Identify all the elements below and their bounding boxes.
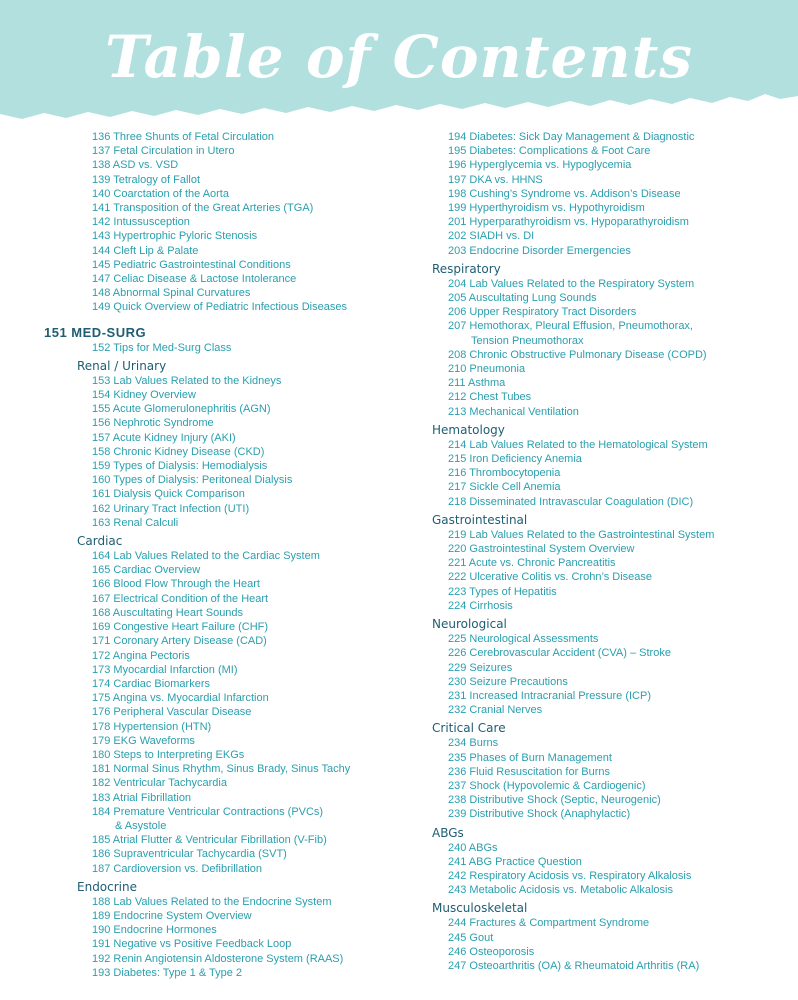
toc-entry[interactable]: 166 Blood Flow Through the Heart bbox=[92, 578, 260, 591]
toc-entry[interactable]: 142 Intussusception bbox=[92, 216, 190, 229]
toc-entry[interactable]: 205 Auscultating Lung Sounds bbox=[448, 292, 597, 305]
toc-entry[interactable]: 247 Osteoarthritis (OA) & Rheumatoid Arthritis (RA) bbox=[448, 959, 700, 972]
toc-entry[interactable]: 163 Renal Calculi bbox=[92, 516, 179, 529]
toc-entry[interactable]: 161 Dialysis Quick Comparison bbox=[92, 488, 245, 501]
toc-entry[interactable]: 203 Endocrine Disorder Emergencies bbox=[448, 244, 631, 257]
toc-entry[interactable]: 214 Lab Values Related to the Hematological System bbox=[448, 438, 708, 451]
toc-entry[interactable]: 212 Chest Tubes bbox=[448, 391, 532, 404]
toc-entry[interactable]: 240 ABGs bbox=[448, 841, 498, 854]
toc-entry[interactable]: 147 Celiac Disease & Lactose Intolerance bbox=[92, 273, 297, 286]
subsection-heading-neurological: Neurological bbox=[432, 617, 507, 632]
subsection-heading-gastrointestinal: Gastrointestinal bbox=[432, 512, 528, 527]
toc-entry[interactable]: 220 Gastrointestinal System Overview bbox=[448, 543, 635, 556]
subsection-heading-musculoskeletal: Musculoskeletal bbox=[432, 901, 528, 916]
toc-entry[interactable]: 217 Sickle Cell Anemia bbox=[448, 481, 561, 494]
toc-entry[interactable]: 218 Disseminated Intravascular Coagulation (DIC) bbox=[448, 495, 694, 508]
toc-entry[interactable]: 237 Shock (Hypovolemic & Cardiogenic) bbox=[448, 779, 646, 792]
toc-entry[interactable]: 188 Lab Values Related to the Endocrine System bbox=[92, 895, 332, 908]
toc-entry[interactable]: 219 Lab Values Related to the Gastrointestinal System bbox=[448, 528, 715, 541]
toc-entry[interactable]: 174 Cardiac Biomarkers bbox=[92, 677, 210, 690]
toc-entry-continuation[interactable]: Tension Pneumothorax bbox=[471, 334, 584, 347]
toc-entry[interactable]: 207 Hemothorax, Pleural Effusion, Pneumothorax, bbox=[448, 320, 693, 333]
toc-entry[interactable]: 175 Angina vs. Myocardial Infarction bbox=[92, 692, 269, 705]
toc-entry[interactable]: 244 Fractures & Compartment Syndrome bbox=[448, 917, 650, 930]
toc-entry[interactable]: 211 Asthma bbox=[448, 377, 506, 390]
toc-entry[interactable]: 241 ABG Practice Question bbox=[448, 855, 582, 868]
toc-entry[interactable]: 171 Coronary Artery Disease (CAD) bbox=[92, 635, 267, 648]
toc-entry[interactable]: 201 Hyperparathyroidism vs. Hypoparathyroidism bbox=[448, 216, 689, 229]
toc-entry[interactable]: 224 Cirrhosis bbox=[448, 599, 513, 612]
toc-column-left bbox=[44, 130, 414, 980]
toc-entry[interactable]: 176 Peripheral Vascular Disease bbox=[92, 706, 252, 719]
toc-entry[interactable]: 210 Pneumonia bbox=[448, 363, 526, 376]
toc-entry[interactable]: 156 Nephrotic Syndrome bbox=[92, 417, 214, 430]
toc-entry[interactable]: 223 Types of Hepatitis bbox=[448, 585, 557, 598]
toc-entry[interactable]: 199 Hyperthyroidism vs. Hypothyroidism bbox=[448, 202, 645, 215]
toc-entry[interactable]: 226 Cerebrovascular Accident (CVA) – Stroke bbox=[448, 647, 671, 660]
toc-entry[interactable]: 145 Pediatric Gastrointestinal Conditions bbox=[92, 258, 291, 271]
toc-entry[interactable]: 158 Chronic Kidney Disease (CKD) bbox=[92, 445, 265, 458]
toc-entry[interactable]: 139 Tetralogy of Fallot bbox=[92, 173, 201, 186]
toc-entry[interactable]: 183 Atrial Fibrillation bbox=[92, 791, 192, 804]
toc-entry[interactable]: 140 Coarctation of the Aorta bbox=[92, 187, 229, 200]
toc-entry[interactable]: 208 Chronic Obstructive Pulmonary Disease (COPD) bbox=[448, 348, 707, 361]
toc-entry[interactable]: 239 Distributive Shock (Anaphylactic) bbox=[448, 808, 631, 821]
toc-entry[interactable]: 165 Cardiac Overview bbox=[92, 564, 201, 577]
toc-entry[interactable]: 168 Auscultating Heart Sounds bbox=[92, 606, 244, 619]
toc-entry[interactable]: 243 Metabolic Acidosis vs. Metabolic Alkalosis bbox=[448, 884, 673, 897]
subsection-heading-respiratory: Respiratory bbox=[432, 261, 501, 276]
toc-entry[interactable]: 180 Steps to Interpreting EKGs bbox=[92, 748, 245, 761]
toc-entry[interactable]: 185 Atrial Flutter & Ventricular Fibrillation (V-Fib) bbox=[92, 834, 327, 847]
toc-entry[interactable]: 189 Endocrine System Overview bbox=[92, 909, 252, 922]
toc-entry[interactable]: 149 Quick Overview of Pediatric Infectious Diseases bbox=[92, 301, 347, 314]
toc-entry[interactable]: 152 Tips for Med-Surg Class bbox=[92, 341, 232, 354]
toc-entry[interactable]: 178 Hypertension (HTN) bbox=[92, 720, 212, 733]
subsection-heading-abgs: ABGs bbox=[432, 825, 464, 840]
toc-entry[interactable]: 137 Fetal Circulation in Utero bbox=[92, 145, 235, 158]
toc-entry[interactable]: 136 Three Shunts of Fetal Circulation bbox=[92, 131, 275, 143]
toc-entry[interactable]: 169 Congestive Heart Failure (CHF) bbox=[92, 621, 269, 634]
toc-entry[interactable]: 195 Diabetes: Complications & Foot Care bbox=[448, 145, 651, 158]
toc-entry[interactable]: 143 Hypertrophic Pyloric Stenosis bbox=[92, 230, 258, 243]
toc-entry[interactable]: 202 SIADH vs. DI bbox=[448, 230, 535, 243]
toc-entry[interactable]: 231 Increased Intracranial Pressure (ICP) bbox=[448, 689, 651, 702]
toc-entry[interactable]: 190 Endocrine Hormones bbox=[92, 924, 217, 937]
subsection-heading-renal: Renal / Urinary bbox=[77, 358, 167, 373]
subsection-heading-hematology: Hematology bbox=[432, 422, 505, 437]
toc-entry[interactable]: 232 Cranial Nerves bbox=[448, 704, 543, 717]
toc-entry[interactable]: 191 Negative vs Positive Feedback Loop bbox=[92, 938, 292, 951]
toc-entry[interactable]: 213 Mechanical Ventilation bbox=[448, 405, 579, 418]
toc-entry[interactable]: 160 Types of Dialysis: Peritoneal Dialysis bbox=[92, 474, 293, 487]
toc-entry[interactable]: 236 Fluid Resuscitation for Burns bbox=[448, 765, 611, 778]
toc-entry[interactable]: 197 DKA vs. HHNS bbox=[448, 173, 543, 186]
toc-entry[interactable]: 192 Renin Angiotensin Aldosterone System (RAAS) bbox=[92, 952, 344, 965]
toc-entry[interactable]: 193 Diabetes: Type 1 & Type 2 bbox=[92, 966, 243, 979]
page-title: Table of Contents bbox=[104, 23, 694, 91]
toc-entry[interactable]: 204 Lab Values Related to the Respiratory System bbox=[448, 277, 695, 290]
toc-entry[interactable]: 198 Cushing’s Syndrome vs. Addison’s Disease bbox=[448, 187, 681, 200]
toc-entry[interactable]: 154 Kidney Overview bbox=[92, 389, 196, 402]
toc-entry[interactable]: 181 Normal Sinus Rhythm, Sinus Brady, Sinus Tachy bbox=[92, 763, 351, 776]
toc-entry[interactable]: 187 Cardioversion vs. Defibrillation bbox=[92, 862, 262, 875]
toc-column-right bbox=[432, 130, 798, 973]
toc-entry[interactable]: 172 Angina Pectoris bbox=[92, 649, 190, 662]
toc-entry[interactable]: 238 Distributive Shock (Septic, Neurogenic) bbox=[448, 794, 661, 807]
toc-entry[interactable]: 216 Thrombocytopenia bbox=[448, 467, 561, 480]
toc-entry[interactable]: 229 Seizures bbox=[448, 661, 513, 674]
toc-entry[interactable]: 221 Acute vs. Chronic Pancreatitis bbox=[448, 557, 616, 570]
toc-entry[interactable]: 222 Ulcerative Colitis vs. Crohn’s Disease bbox=[448, 571, 652, 584]
toc-entry[interactable]: 235 Phases of Burn Management bbox=[448, 751, 612, 764]
toc-entry[interactable]: 225 Neurological Assessments bbox=[448, 633, 599, 646]
toc-entry[interactable]: 164 Lab Values Related to the Cardiac System bbox=[92, 550, 320, 563]
subsection-heading-endocrine: Endocrine bbox=[77, 879, 137, 894]
toc-entry[interactable]: 155 Acute Glomerulonephritis (AGN) bbox=[92, 403, 271, 416]
toc-entry[interactable]: 196 Hyperglycemia vs. Hypoglycemia bbox=[448, 159, 632, 172]
toc-entry[interactable]: 234 Burns bbox=[448, 737, 499, 750]
toc-entry[interactable]: 173 Myocardial Infarction (MI) bbox=[92, 663, 238, 676]
toc-entry[interactable]: 159 Types of Dialysis: Hemodialysis bbox=[92, 460, 268, 473]
toc-entry[interactable]: 138 ASD vs. VSD bbox=[92, 159, 179, 172]
toc-entry[interactable]: 182 Ventricular Tachycardia bbox=[92, 777, 227, 790]
toc-entry[interactable]: 148 Abnormal Spinal Curvatures bbox=[92, 287, 251, 300]
toc-entry[interactable]: 162 Urinary Tract Infection (UTI) bbox=[92, 502, 250, 515]
toc-entry[interactable]: 179 EKG Waveforms bbox=[92, 734, 195, 747]
toc-entry[interactable]: 167 Electrical Condition of the Heart bbox=[92, 592, 269, 605]
toc-entry-continuation[interactable]: & Asystole bbox=[115, 819, 167, 832]
toc-entry[interactable]: 242 Respiratory Acidosis vs. Respiratory Alkalosis bbox=[448, 869, 692, 882]
toc-entry[interactable]: 215 Iron Deficiency Anemia bbox=[448, 453, 582, 466]
section-heading-med-surg[interactable]: 151 MED-SURG bbox=[44, 324, 147, 340]
subsection-heading-cardiac: Cardiac bbox=[77, 534, 123, 549]
toc-entry[interactable]: 194 Diabetes: Sick Day Management & Diagnostic bbox=[448, 131, 695, 143]
subsection-heading-critical-care: Critical Care bbox=[432, 721, 506, 736]
toc-entry[interactable]: 153 Lab Values Related to the Kidneys bbox=[92, 374, 282, 387]
toc-entry[interactable]: 206 Upper Respiratory Tract Disorders bbox=[448, 306, 637, 319]
toc-entry[interactable]: 186 Supraventricular Tachycardia (SVT) bbox=[92, 848, 287, 861]
toc-entry[interactable]: 184 Premature Ventricular Contractions (PVCs) bbox=[92, 805, 324, 818]
toc-entry[interactable]: 230 Seizure Precautions bbox=[448, 675, 568, 688]
header-banner bbox=[0, 0, 798, 120]
toc-entry[interactable]: 141 Transposition of the Great Arteries (TGA) bbox=[92, 202, 314, 215]
toc-entry[interactable]: 157 Acute Kidney Injury (AKI) bbox=[92, 431, 236, 444]
toc-entry[interactable]: 245 Gout bbox=[448, 931, 494, 944]
toc-entry[interactable]: 144 Cleft Lip & Palate bbox=[92, 244, 199, 257]
toc-entry[interactable]: 246 Osteoporosis bbox=[448, 945, 535, 958]
